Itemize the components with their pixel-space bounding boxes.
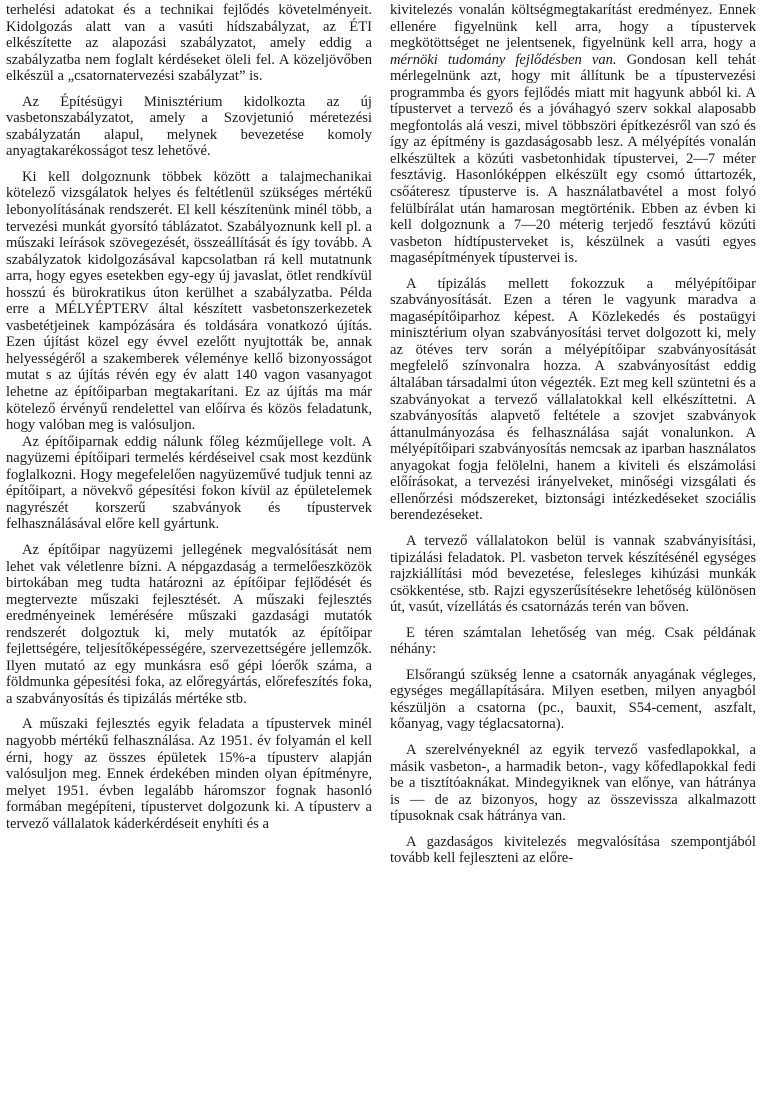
paragraph xyxy=(390,625,756,658)
paragraph-text: kivitelezés vonalán költségmegtakarítást eredményez. Ennek ellenére figyelnünk kell arra, hogy a típustervek megkötöttséget ne jelentsenek, figyelnünk kell arra, hogy a xyxy=(390,2,756,52)
paragraph-text: A gazdaságos kivitelezés megvalósítása szempontjából tovább kell fejleszteni az előre- xyxy=(390,833,756,867)
paragraph-text: A szerelvényeknél az egyik tervező vasfedlapokkal, a másik vasbeton-, a harmadik beton-, vagy kőfedlapokkal fedi be a tisztítóaknákat. Mindegyiknek van előnye, van hátránya is — de az bizonyos, hogy az összevissza alkalmazott típusoknak csak hátránya van. xyxy=(390,741,756,825)
paragraph: Az építőipar nagyüzemi jellegének megvalósítását nem lehet vak véletlenre bízni. A népgazdaság a termelőeszközök birtokában meg tudta határozni az építőipar fejlődését és megtervezte műszaki fejlesztését. A műszaki fejlesztés eredményeinek lemérésére műszaki gazdasági mutatók rendszerét dolgoztuk ki, mely mutatók az építőipar fejlettségére, teljesítőképességére, szervezettségére jellemzők. Ilyen mutató az egy munkásra eső gépi lóerők száma, a földmunka gépesítési foka, az előregyártás, előrefeszítés foka, a szabványosítás és tipizálás mértéke stb. xyxy=(6,541,372,707)
paragraph xyxy=(390,533,756,616)
paragraph-text: A típizálás mellett fokozzuk a mélyépítőipar szabványosítását. Ezen a téren le vagyunk maradva a magasépítőiparhoz képest. A Közlekedés és postaügyi minisztérium olyan szabványosítási tervet dolgozott ki, mely az ötéves terv során a mélyépítőipar szabványosítását megfelelő színvonalra hozza. A szabványosítást eddig általában társadalmi úton végezték. Ezt meg kell szüntetni és a szabványokat a tervező vállalatokkal kell elkészíttetni. A szabványosítás alapvető feltétele a szovjet szabványok áttanulmányozása és felhasználása saját vonalunkon. A mélyépítőipari szabványosítás nemcsak az iparban használatos anyagokat fogja felölelni, hanem a kiviteli és elszámolási előírásokat, a tervezési irányelveket, minőségi vizsgálati és ellenőrzési módszereket, biztonsági intézkedéseket szociális berendezéseket. xyxy=(390,275,756,524)
emphasized-text: mérnöki tudomány fejlődésben van. xyxy=(390,51,617,68)
paragraph: Ki kell dolgoznunk többek között a talajmechanikai kötelező vizsgálatok helyes és feltétlenül szükséges mértékű lebonyolításának rendszerét. El kell készítenünk minél több, a tervezési munkát gyorsító táblázatot. Szabályoznunk kell pl. a műszaki leírások szövegezését, összeállítását és így tovább. A szabályzatok kidolgozásával kapcsolatban rá kell mutatnunk arra, hogy egyes esetekben egy-egy új javaslat, ötlet rendkívül hosszú és bürokratikus úton kerülhet a szabályzatba. Példa erre a MÉLYÉPTERV által készített vasbetonszerkezetek vasbetétjeinek kampózására és toldására vonatkozó újítás. Ezen újítást közel egy évvel ezelőtt nyujtották be, annak helyességéről a szakemberek véleménye kellő bizonyosságot mutat s az újítás révén egy év alatt 140 vagon vasanyagot lehetne az építőiparban megtakarítani. Ez az újítás ma már kötelező érvényű rendelettel van előírva és közös feladatunk, hogy valóban meg is valósuljon. xyxy=(6,168,372,434)
paragraph-text: Gondosan kell tehát mérlegelnünk azt, hogy mit állítunk be a típustervezési programmba és gyors fejlődés miatt mit hagyunk abból ki. A típustervet a tervező és a jóváhagyó szerv sokkal alaposabb megfontolás alá veszi, mivel többszöri építkezésről van szó és így az építmény is gazdaságosabb lesz. A mélyépítés vonalán elkészültek a közúti vasbetonhidak típustervei, 2—7 méter fesztávig. Hasonlóképpen elkészült egy csomó úttartozék, csőáteresz típusterve is. A használatbavétel a most folyó felülbírálat után hamarosan megtörténik. Ebben az évben ki kell dolgoznunk a 7—20 méterig terjedő fesztávú közúti vasbeton hídtípusterveket is, készülnek a vasúti egyes magasépítmények típustervei is. xyxy=(390,51,756,267)
paragraph xyxy=(390,834,756,867)
paragraph-text: A tervező vállalatokon belül is vannak szabványisítási, tipizálási feladatok. Pl. vasbeton tervek készítésénél egységes rajzkiállítási mód bevezetése, felesleges kihúzási munkák csökkentése, stb. Rajzi egyszerűsítésekre lehetőség különösen út, vasút, vízellátás és csatornázás terén van bőven. xyxy=(390,532,756,616)
paragraph xyxy=(390,742,756,825)
paragraph: Az építőiparnak eddig nálunk főleg kézműjellege volt. A nagyüzemi építőipari termelés kérdéseivel csak most kezdünk foglalkozni. Hogy megefelelően nagyüzeművé tudjuk tenni az építőipart, a növekvő gépesítési fokon kívül az épületelemek nagyrészét korszerű szabványok és típustervek felhasználásával előre kell gyártunk. xyxy=(6,433,372,533)
paragraph: Az Építésügyi Minisztérium kidolkozta az új vasbetonszabályzatot, amely a Szovjetunió méretezési szabályzatán alapul, melynek bevezetése komoly anyagtakarékosságot tesz lehetővé. xyxy=(6,93,372,160)
paragraph: A műszaki fejlesztés egyik feladata a típustervek minél nagyobb mértékű felhasználása. Az 1951. év folyamán el kell érni, hogy az összes épületek 15%-a típusterv alapján valósuljon meg. Ennek érdekében minden olyan építményre, melyet 1951. évben legalább háromszor fognak hasonló formában megépíteni, típustervet dolgozunk ki. A típusterv a tervező vállalatok káderkérdéseit enyhíti és a xyxy=(6,716,372,832)
paragraph xyxy=(390,667,756,733)
paragraph xyxy=(390,276,756,524)
paragraph xyxy=(390,2,756,267)
paragraph-text: Elsőrangú szükség lenne a csatornák anyagának végleges, egységes megállapítására. Milyen esetben, milyen anyagból készüljön a csatorna (pc., bauxit, S54-cement, aszfalt, kőanyag, vagy téglacsatorna). xyxy=(390,666,756,733)
left-column xyxy=(6,2,372,1095)
paragraph-text: E téren számtalan lehetőség van még. Csak példának néhány: xyxy=(390,624,756,658)
right-column xyxy=(390,2,756,1095)
paragraph: terhelési adatokat és a technikai fejlődés követelményeit. Kidolgozás alatt van a vasúti hídszabályzat, az ÉTI elkészítette az alapozási szabályzatot, amely eddig a szabályzatba nem foglalt kérdéseket öleli fel. A közeljövőben elkészül a „csatornatervezési szabályzat” is. xyxy=(6,2,372,85)
